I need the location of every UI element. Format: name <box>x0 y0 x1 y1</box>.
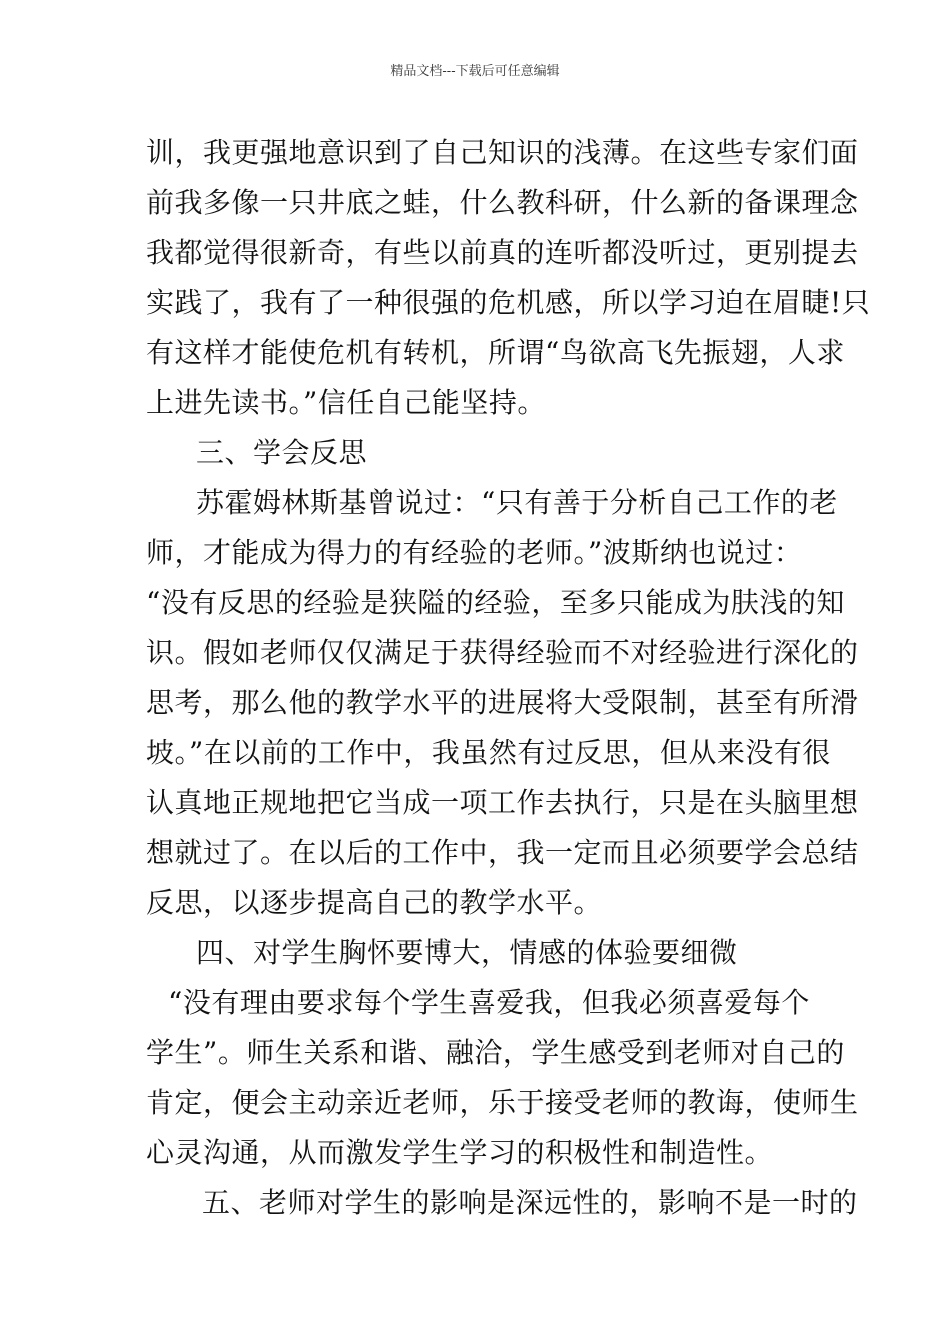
paragraph-line: 苏霍姆林斯基曾说过：“只有善于分析自己工作的老 <box>196 486 838 519</box>
section-heading: 四、对学生胸怀要博大，情感的体验要细微 <box>196 936 738 969</box>
document-body <box>146 128 871 1228</box>
paragraph-line: 识。假如老师仅仅满足于获得经验而不对经验进行深化的 <box>146 636 859 669</box>
section-heading: 三、学会反思 <box>196 436 368 469</box>
paragraph-line: 肯定，便会主动亲近老师，乐于接受老师的教诲，使师生 <box>146 1086 859 1119</box>
paragraph-line: 想就过了。在以后的工作中，我一定而且必须要学会总结 <box>146 836 859 869</box>
paragraph-line: 认真地正规地把它当成一项工作去执行，只是在头脑里想 <box>146 786 859 819</box>
paragraph-line: “没有反思的经验是狭隘的经验，至多只能成为肤浅的知 <box>146 586 845 619</box>
paragraph-line: 心灵沟通，从而激发学生学习的积极性和制造性。 <box>146 1136 774 1169</box>
paragraph-line: 师，才能成为得力的有经验的老师。”波斯纳也说过： <box>146 536 803 569</box>
paragraph-line: 有这样才能使危机有转机，所谓“鸟欲高飞先振翅，人求 <box>146 336 845 369</box>
page-header: 精品文档---下载后可任意编辑 <box>390 64 560 79</box>
paragraph-line: 实践了，我有了一种很强的危机感，所以学习迫在眉睫!只 <box>146 286 871 319</box>
paragraph-line: 学生”。师生关系和谐、融洽，学生感受到老师对自己的 <box>146 1036 845 1069</box>
paragraph-line: 坡。”在以前的工作中，我虽然有过反思，但从来没有很 <box>146 736 831 769</box>
paragraph-line: 前我多像一只井底之蛙，什么教科研，什么新的备课理念 <box>146 186 859 219</box>
section-heading: 五、老师对学生的影响是深远性的，影响不是一时的 <box>202 1186 858 1219</box>
paragraph-line: 我都觉得很新奇，有些以前真的连听都没听过，更别提去 <box>146 236 859 269</box>
paragraph-line: 训，我更强地意识到了自己知识的浅薄。在这些专家们面 <box>146 136 859 169</box>
paragraph-line: 反思，以逐步提高自己的教学水平。 <box>146 886 603 919</box>
paragraph-line: 上进先读书。”信任自己能坚持。 <box>146 386 546 419</box>
paragraph-line: “没有理由要求每个学生喜爱我，但我必须喜爱每个 <box>168 986 810 1019</box>
paragraph-line: 思考，那么他的教学水平的进展将大受限制，甚至有所滑 <box>146 686 859 719</box>
